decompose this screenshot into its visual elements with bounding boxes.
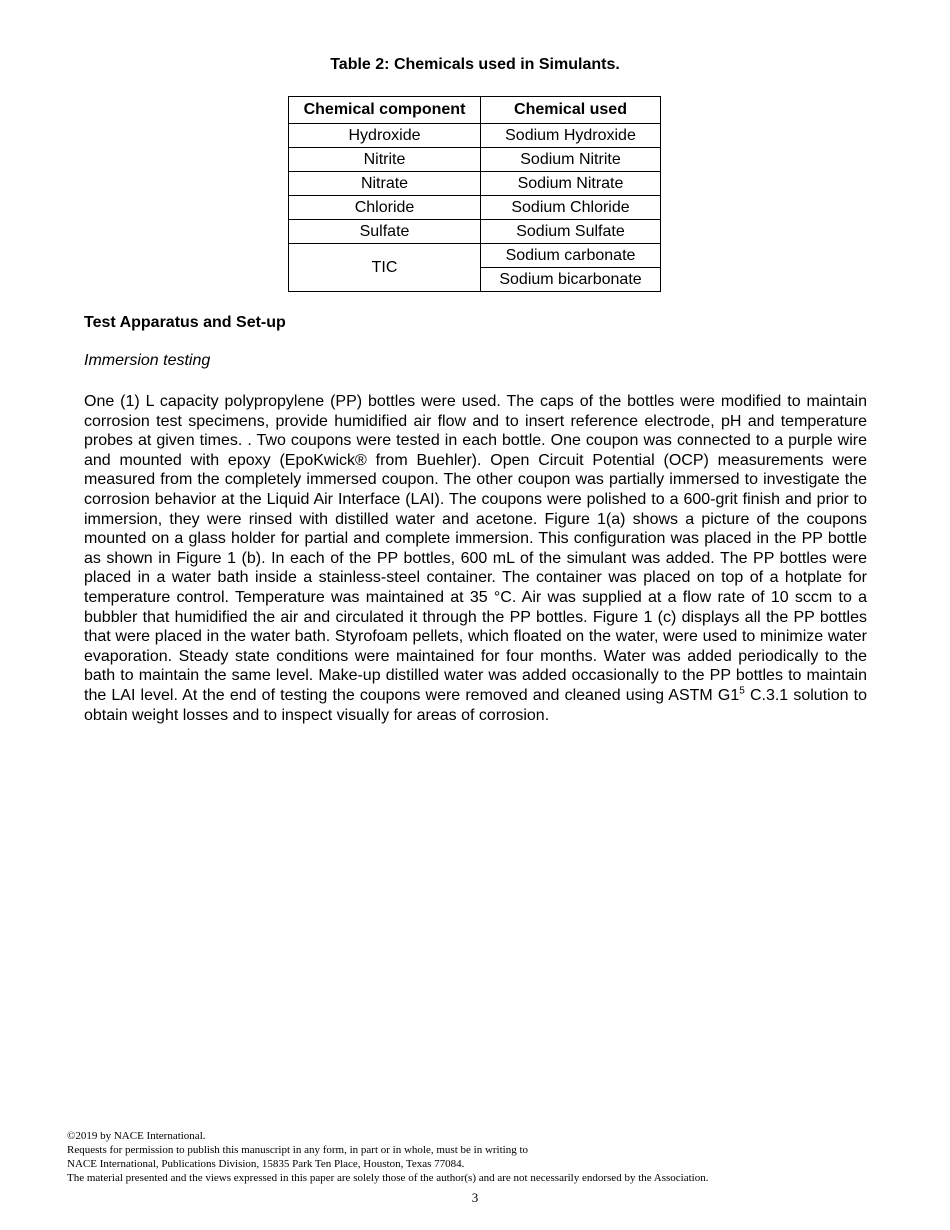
chemicals-table <box>288 96 661 292</box>
table-caption: Table 2: Chemicals used in Simulants. <box>330 56 620 73</box>
paragraph-text: One (1) L capacity polypropylene (PP) bottles were used. The caps of the bottles were modified to maintain corrosion test specimens, provide humidified air flow and to insert reference electrode, pH and temperature probes at given times. . Two coupons were tested in each bottle. One coupon was connected to a purple wire and mounted with epoxy (EpoKwick® from Buehler). Open Circuit Potential (OCP) measurements were measured from the completely immersed coupon. The other coupon was partially immersed to investigate the corrosion behavior at the Liquid Air Interface (LAI). The coupons were polished to a 600-grit finish and prior to immersion, they were rinsed with distilled water and acetone. Figure 1(a) shows a picture of the coupons mounted on a glass holder for partial and complete immersion. This configuration was placed in the PP bottle as shown in Figure 1 (b). In each of the PP bottles, 600 mL of the simulant was added. The PP bottles were placed in a water bath inside a stainless-steel container. The container was placed on top of a hotplate for temperature control. Temperature was maintained at 35 °C. Air was supplied at a flow rate of 10 sccm to a bubbler that humidified the air and circulated it through the PP bottles. Figure 1 (c) displays all the PP bottles that were placed in the water bath. Styrofoam pellets, which floated on the water, were used to minimize water evaporation. Steady state conditions were maintained for four months. Water was added periodically to the bath to maintain the same level. Make-up distilled water was added occasionally to the PP bottles to maintain the LAI level. At the end of testing the coupons were removed and cleaned using ASTM G1 <box>84 393 867 704</box>
table-row <box>289 220 661 244</box>
reference-superscript: 5 <box>739 685 745 697</box>
table-row <box>289 172 661 196</box>
paragraph-text-end: C.3.1 solution to obtain weight losses and to inspect visually for areas of corrosion. <box>84 686 867 724</box>
page-number: 3 <box>471 1190 479 1205</box>
component-cell: Nitrate <box>289 172 481 196</box>
chemical-cell: Sodium Nitrite <box>481 148 661 172</box>
component-cell: Sulfate <box>289 220 481 244</box>
component-cell: Chloride <box>289 196 481 220</box>
table-row <box>289 196 661 220</box>
chemical-cell: Sodium Sulfate <box>481 220 661 244</box>
footer-disclaimer: The material presented and the views expressed in this paper are solely those of the author(s) and are not necessarily endorsed by the Association. <box>67 1172 709 1184</box>
table-row <box>289 244 661 268</box>
component-cell: Hydroxide <box>289 124 481 148</box>
page-footer <box>67 1129 887 1185</box>
footer-permission: Requests for permission to publish this manuscript in any form, in part or in whole, must be in writing to <box>67 1144 529 1156</box>
chemical-cell: Sodium Chloride <box>481 196 661 220</box>
footer-copyright: ©2019 by NACE International. <box>67 1130 206 1142</box>
chemical-cell: Sodium bicarbonate <box>481 268 661 292</box>
component-cell: Nitrite <box>289 148 481 172</box>
footer-address: NACE International, Publications Division, 15835 Park Ten Place, Houston, Texas 77084. <box>67 1158 465 1170</box>
chemical-cell: Sodium Nitrate <box>481 172 661 196</box>
section-heading: Test Apparatus and Set-up <box>84 314 286 331</box>
body-paragraph <box>84 392 867 725</box>
chemical-cell: Sodium carbonate <box>481 244 661 268</box>
table-row <box>289 148 661 172</box>
column-header-chemical: Chemical used <box>481 97 661 124</box>
table-header-row <box>289 97 661 124</box>
subsection-heading: Immersion testing <box>84 352 211 369</box>
table-row <box>289 124 661 148</box>
column-header-component: Chemical component <box>289 97 481 124</box>
component-cell-tic: TIC <box>289 244 481 292</box>
chemical-cell: Sodium Hydroxide <box>481 124 661 148</box>
